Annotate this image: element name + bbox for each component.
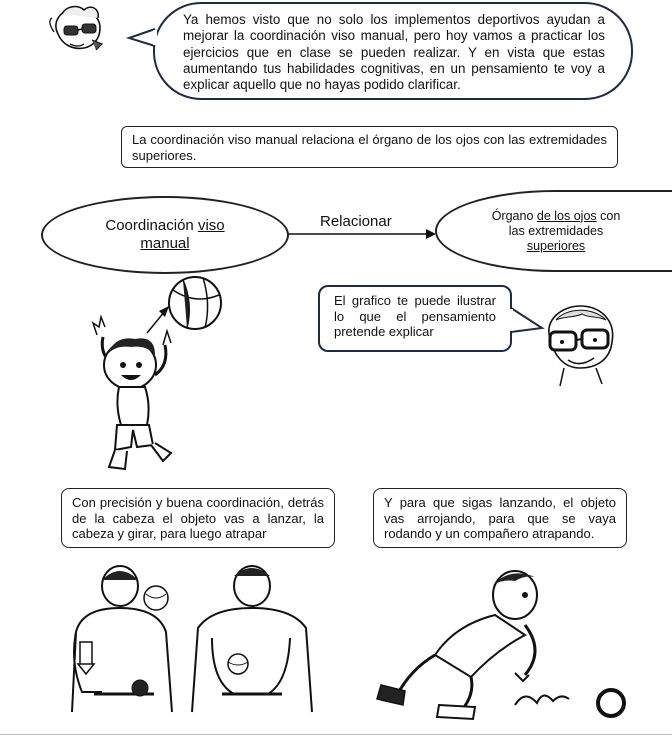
concept-node-word-2: viso: [197, 217, 225, 234]
organ-text-b: de los ojos: [536, 208, 597, 223]
teacher-character-illustration: [44, 4, 114, 56]
intro-bubble-text: Ya hemos visto que no solo los implementos deportivos ayudan a mejorar la coordinación viso manual, pero hoy vamos a practicar los ejercicios que en clase se pueden realizar. Y en vista que estas aumentando tus habilidades cognitivas, en un pensamiento te voy a explicar aquello que no hayas podido clarificar.: [183, 12, 605, 93]
organ-text-a: Órgano: [491, 208, 534, 223]
organ-text-c: con: [600, 208, 621, 223]
graphic-bubble-tail: [510, 306, 544, 336]
relation-label: Relacionar: [320, 213, 392, 230]
speech-bubble-tail: [128, 28, 158, 48]
exercise-box-left: [61, 488, 335, 548]
concept-node-organ: [435, 190, 672, 272]
graphic-bubble-text: El grafico te puede ilustrar lo que el pensamiento pretende explicar: [334, 293, 496, 339]
teacher-character-illustration-2: [540, 302, 622, 390]
definition-text: La coordinación viso manual relaciona el órgano de los ojos con las extremidades superiores.: [132, 132, 607, 163]
concept-node-word-3: manual: [140, 235, 190, 252]
intro-speech-bubble: [153, 2, 633, 100]
graphic-speech-bubble: [318, 285, 512, 352]
rolling-ball-illustration: [375, 565, 635, 723]
behind-back-throw-illustration: [62, 562, 334, 712]
organ-text-line3: superiores: [526, 238, 586, 253]
exercise-left-text: Con precisión y buena coordinación, detrás de la cabeza el objeto vas a lanzar, la cabeza y girar, para luego atrapar: [72, 495, 324, 541]
exercise-right-text: Y para que sigas lanzando, el objeto vas arrojando, para que se vaya rodando y un compañero atrapando.: [384, 495, 616, 541]
concept-node-coordination: [41, 196, 289, 274]
concept-node-word-1: Coordinación: [105, 217, 194, 234]
organ-text-line2: las extremidades: [508, 223, 604, 238]
definition-box: [121, 126, 618, 168]
boy-throwing-ball-illustration: [85, 275, 235, 480]
page-bottom-rule: [0, 734, 672, 735]
exercise-box-right: [373, 488, 627, 548]
